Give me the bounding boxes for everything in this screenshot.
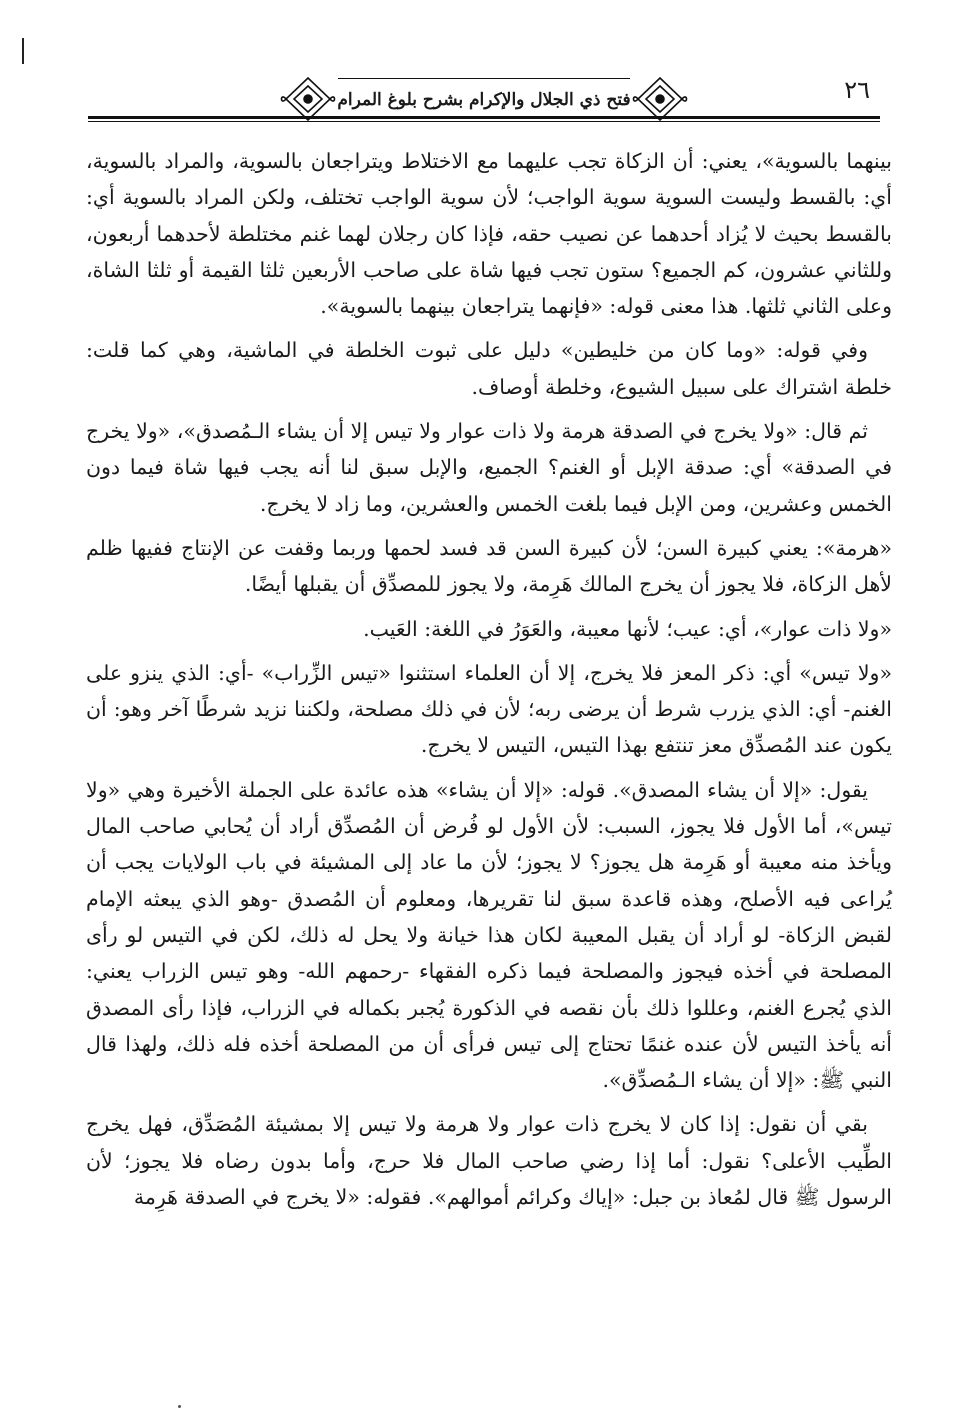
paragraph: وفي قوله: «وما كان من خليطين» دليل على ثبوت الخلطة في الماشية، وهي كما قلت: خلطة اشتراك على سبيل الشيوع، وخلطة أوصاف. [86, 338, 892, 399]
header-top-line [338, 78, 630, 79]
paragraph: «ولا تيس» أي: ذكر المعز فلا يخرج، إلا أن العلماء استثنوا «تيس الزِّراب» -أي: الذي ينزو على الغنم- أي: الذي يزرب شرط أن يرضى ربه؛ لأن في ذلك مصلحة، ولكننا نزيد شرطًا آخر وهو: أن يكون عند المُصدِّق معز تنتفع بهذا التيس، التيس لا يخرج. [86, 660, 892, 758]
page-header [88, 70, 880, 130]
ornament-right-icon [630, 74, 690, 124]
page-body [86, 143, 892, 1223]
paragraph: «هرمة»: يعني كبيرة السن؛ لأن كبيرة السن قد فسد لحمها وربما وقفت عن الإنتاج ففيها ظلم لأهل الزكاة، فلا يجوز أن يخرج المالك هَرِمة، ولا يجوز للمصدِّق أن يقبلها أيضًا. [86, 535, 892, 597]
paragraph: «ولا ذات عوار»، أي: عيب؛ لأنها معيبة، والعَوَرُ في اللغة: العَيب. [363, 616, 892, 641]
page-number: ٢٦ [844, 76, 870, 104]
scan-speck [178, 1405, 181, 1408]
paragraph: بقي أن نقول: إذا كان لا يخرج ذات عوار ولا هرمة ولا تيس إلا بمشيئة المُصَدِّق، فهل يخرج الطِّيب الأعلى؟ نقول: أما إذا رضي صاحب المال فلا حرج، وأما بدون رضاه فلا يجوز؛ لأن الرسول ﷺ قال لمُعاذ بن جبل: «إياك وكرائم أموالهم». فقوله: «لا يخرج في الصدقة هَرِمة [86, 1112, 892, 1210]
header-rule-thin [88, 121, 880, 122]
book-title: فتح ذي الجلال والإكرام بشرح بلوغ المرام [337, 90, 631, 110]
paragraph: بينهما بالسوية»، يعني: أن الزكاة تجب عليهما مع الاختلاط ويتراجعان بالسوية، والمراد بالسوية، أي: بالقسط وليست السوية سوية الواجب؛ لأن سوية الواجب تختلف، ولكن المراد بالسوية أي: بالقسط بحيث لا يُزاد أحدهما عن نصيب حقه، فإذا كان رجلان لهما غنم مختلطة لأحدهما أربعون، وللثاني عشرون، كم الجميع؟ ستون تجب فيها شاة على صاحب الأربعين ثلثا القيمة أو ثلثا الشاة، وعلى الثاني ثلثها. هذا معنى قوله: «فإنهما يتراجعان بينهما بالسوية». [86, 149, 892, 319]
paragraph: ثم قال: «ولا يخرج في الصدقة هرمة ولا ذات عوار ولا تيس إلا أن يشاء الـمُصدق»، «ولا يخرج في الصدقة» أي: صدقة الإبل أو الغنم؟ الجميع، والإبل سبق لنا أنه يجب فيها شاة فيما دون الخمس وعشرين، ومن الإبل فيما بلغت الخمس والعشرين، وما زاد لا يخرج. [86, 419, 892, 516]
header-rule [88, 116, 880, 119]
paragraph: يقول: «إلا أن يشاء المصدق». قوله: «إلا أن يشاء» هذه عائدة على الجملة الأخيرة وهي «ولا تيس»، أما الأول فلا يجوز، السبب: لأن الأول لو فُرض أن المُصدِّق أراد أن يُحابي صاحب المال ويأخذ منه معيبة أو هَرِمة هل يجوز؟ لا يجوز؛ لأن ما عاد إلى المشيئة في باب الولايات يجب أن يُراعى فيه الأصلح، وهذه قاعدة سبق لنا تقريرها، ومعلوم أن المُصدق -وهو الذي يبعثه الإمام لقبض الزكاة- لو أراد أن يقبل المعيبة لكان هذا خيانة ولا يحل له ذلك، لكن في التيس لو رأى المصلحة في أخذه فيجوز والمصلحة فيما ذكره الفقهاء -رحمهم الله- وهو تيس الزراب يعني: الذي يُجرع الغنم، وعللوا ذلك بأن نقصه في الذكورة يُجبر بكماله في الزراب، فإذا رأى المصدق أنه يأخذ التيس لأن عنده غنمًا تحتاج إلى تيس فرأى أن من المصلحة أخذه فله ذلك، ولهذا قال النبي ﷺ: «إلا أن يشاء الـمُصدِّق». [86, 777, 892, 1093]
page-edge-mark [22, 38, 24, 64]
